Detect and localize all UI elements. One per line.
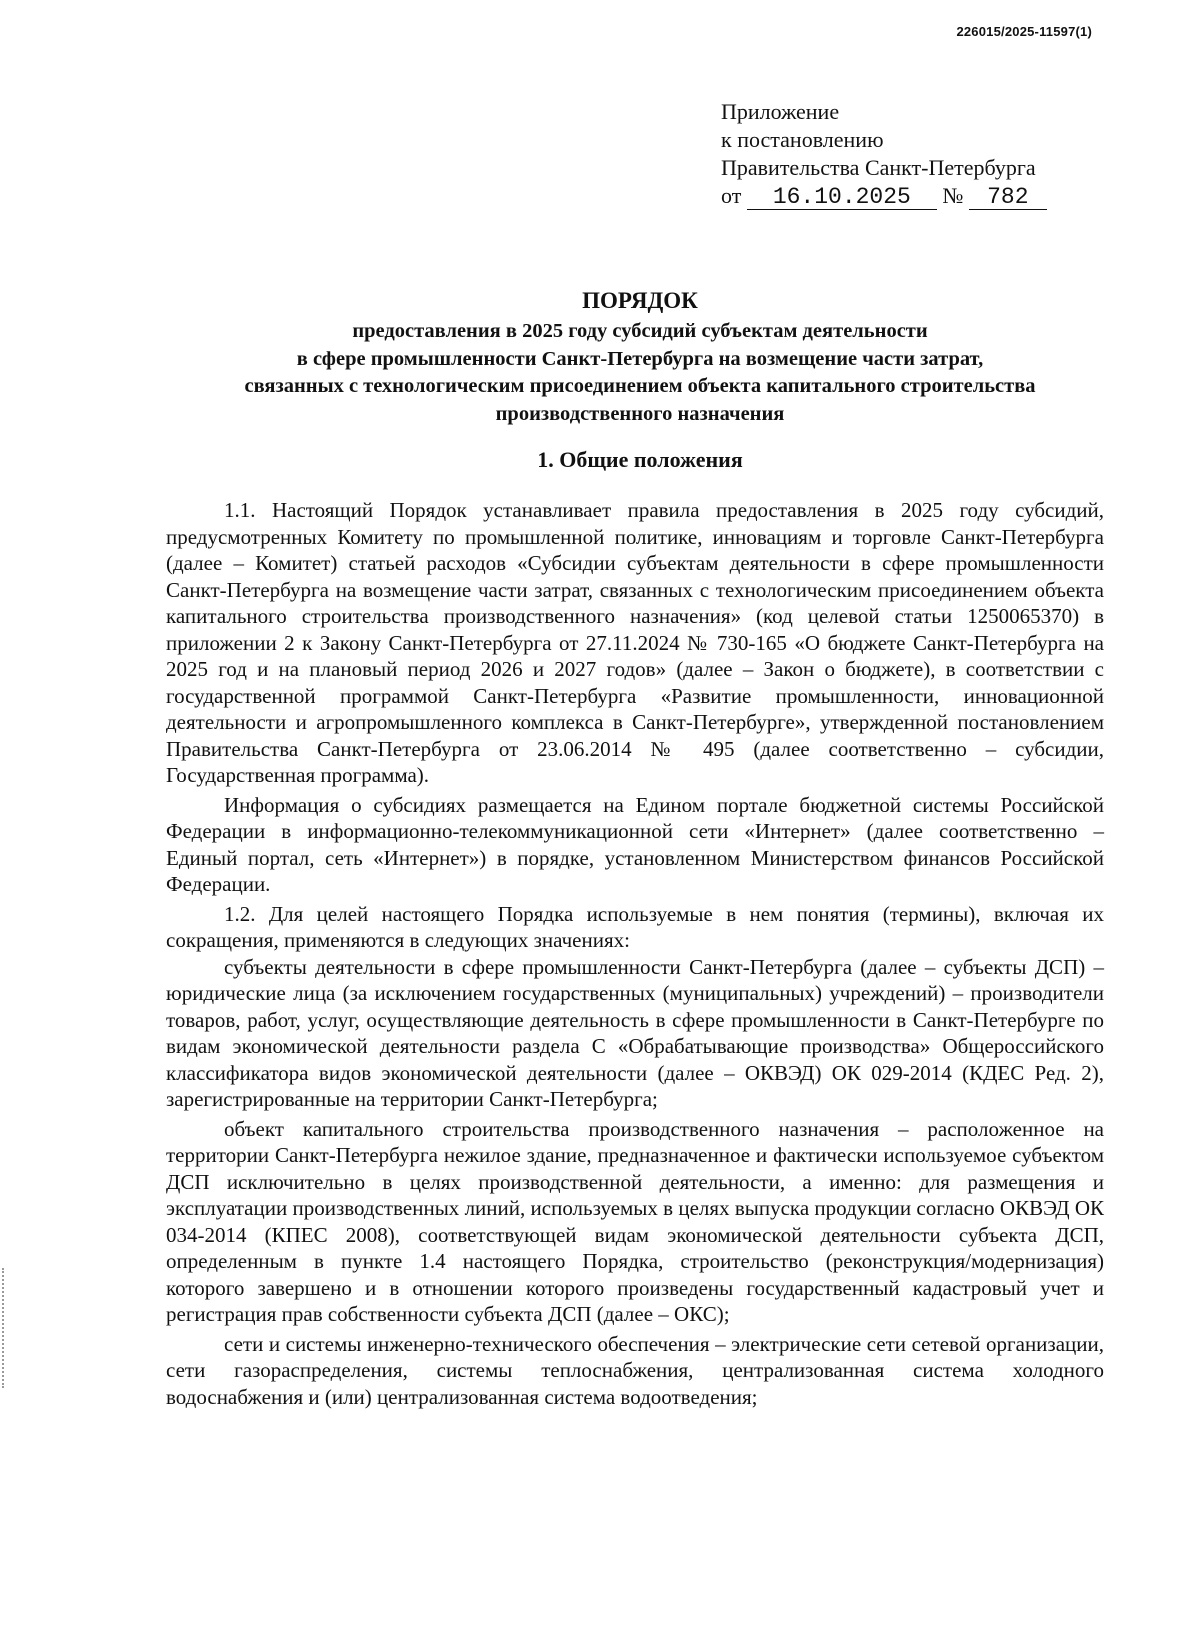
paragraph: сети и системы инженерно-технического обеспечения – электрические сети сетевой организации, сети газораспределения, системы теплоснабжения, централизованная система холодного водоснабжения и (или) централизованная система водоотведения; (166, 1331, 1104, 1409)
document-subtitle-line: производственного назначения (495, 402, 785, 425)
section-body (166, 497, 1104, 1410)
paragraph: субъекты деятельности в сфере промышленности Санкт-Петербурга (далее – субъекты ДСП) – юридические лица (за исключением государственных (муниципальных) учреждений) – производители товаров, работ, услуг, осуществляющие деятельность в сфере промышленности в Санкт-Петербурге по видам экономической деятельности раздела С «Обрабатывающие производства» Общероссийского классификатора видов экономической деятельности (далее – ОКВЭД) ОК 029-2014 (КДЕС Ред. 2), зарегистрированные на территории Санкт-Петербурга; (166, 954, 1104, 1111)
from-label: от (721, 183, 742, 208)
appendix-line: Правительства Санкт-Петербурга (721, 155, 1036, 180)
paragraph: 1.2. Для целей настоящего Порядка используемые в нем понятия (термины), включая их сокращения, применяются в следующих значениях: (166, 901, 1104, 952)
scan-edge-marks (2, 1268, 6, 1388)
resolution-number: 782 (969, 185, 1047, 210)
appendix-line: к постановлению (721, 127, 884, 152)
paragraph: объект капитального строительства производственного назначения – расположенное на территории Санкт-Петербурга нежилое здание, предназначенное и фактически используемое субъектом ДСП исключительно в целях производственной деятельности, а именно: для размещения и эксплуатации производственных линий, используемых в целях выпуска продукции согласно ОКВЭД ОК 034-2014 (КПЕС 2008), соответствующей видам экономической деятельности субъекта ДСП, определенным в пункте 1.4 настоящего Порядка, строительство (реконструкция/модернизация) которого завершено и в отношении которого произведены государственный кадастровый учет и регистрация прав собственности субъекта ДСП (далее – ОКС); (166, 1116, 1104, 1326)
document-title-block (160, 286, 1120, 428)
paragraph: Информация о субсидиях размещается на Едином портале бюджетной системы Российской Федерации в информационно-телекоммуникационной сети «Интернет» (далее соответственно – Единый портал, сеть «Интернет») в порядке, установленном Министерством финансов Российской Федерации. (166, 792, 1104, 896)
resolution-date: 16.10.2025 (747, 185, 937, 210)
number-label: № (942, 183, 964, 208)
appendix-line: Приложение (721, 99, 840, 124)
section-heading: 1. Общие положения (537, 447, 743, 472)
paragraph: 1.1. Настоящий Порядок устанавливает правила предоставления в 2025 году субсидий, предусмотренных Комитету по промышленной политике, инновациям и торговле Санкт-Петербурга (далее – Комитет) статьей расходов «Субсидии субъектам деятельности в сфере промышленности Санкт-Петербурга на возмещение части затрат, связанных с технологическим присоединением объекта капитального строительства производственного назначения» (код целевой статьи 1250065370) в приложении 2 к Закону Санкт-Петербурга от 27.11.2024 № 730-165 «О бюджете Санкт-Петербурга на 2025 год и на плановый период 2026 и 2027 годов» (далее – Закон о бюджете), в соответствии с государственной программой Санкт-Петербурга «Развитие промышленности, инновационной деятельности и агропромышленного комплекса в Санкт-Петербурге», утвержденной постановлением Правительства Санкт-Петербурга от 23.06.2014 № 495 (далее соответственно – субсидии, Государственная программа). (166, 498, 1104, 787)
resolution-date-number-row (721, 182, 1047, 210)
appendix-header (721, 98, 1047, 210)
document-subtitle-line: в сфере промышленности Санкт-Петербурга на возмещение части затрат, (296, 347, 984, 370)
document-subtitle-line: связанных с технологическим присоединением объекта капитального строительства (244, 375, 1036, 397)
document-registration-number: 226015/2025-11597(1) (956, 24, 1092, 39)
document-subtitle-line: предоставления в 2025 году субсидий субъектам деятельности (352, 320, 928, 342)
document-title: ПОРЯДОК (582, 288, 698, 313)
